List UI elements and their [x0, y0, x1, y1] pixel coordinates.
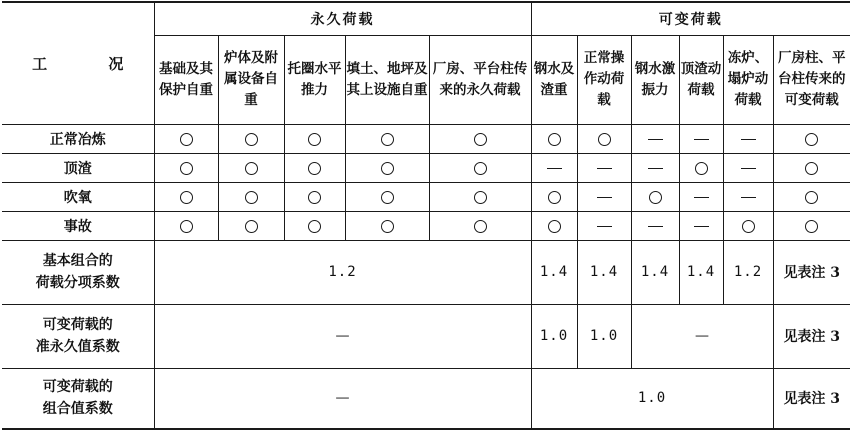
- combination-permanent-value: —: [154, 368, 531, 429]
- table-row: [2, 153, 850, 182]
- applies-cell: [679, 153, 723, 182]
- circle-mark-icon: [245, 133, 258, 146]
- dash-mark-icon: [648, 226, 663, 227]
- not-applies-cell: [577, 153, 631, 182]
- col-header-foundation-weight: 基础及其保护自重: [154, 35, 218, 124]
- dash-mark-icon: [694, 226, 709, 227]
- combination-value-label-line2: 组合值系数: [42, 401, 113, 418]
- circle-mark-icon: [742, 220, 755, 233]
- circle-mark-icon: [805, 191, 818, 204]
- not-applies-cell: [723, 153, 773, 182]
- dash-mark-icon: [648, 139, 663, 140]
- applies-cell: [154, 211, 218, 240]
- basic-combination-row: [2, 240, 850, 304]
- applies-cell: [631, 182, 679, 211]
- not-applies-cell: [723, 182, 773, 211]
- basic-variable-factor: 1.4: [679, 240, 723, 304]
- dash-mark-icon: [741, 168, 756, 169]
- dash-mark-icon: [547, 168, 562, 169]
- circle-mark-icon: [308, 133, 321, 146]
- not-applies-cell: [679, 124, 723, 153]
- circle-mark-icon: [474, 162, 487, 175]
- dash-mark-icon: [694, 197, 709, 198]
- not-applies-cell: [679, 211, 723, 240]
- circle-mark-icon: [308, 162, 321, 175]
- circle-mark-icon: [180, 162, 193, 175]
- not-applies-cell: [577, 211, 631, 240]
- dash-mark-icon: [741, 197, 756, 198]
- permanent-load-header: 永久荷载: [154, 2, 531, 35]
- combination-value-row: [2, 368, 850, 429]
- not-applies-cell: [631, 153, 679, 182]
- basic-permanent-factor: 1.2: [154, 240, 531, 304]
- circle-mark-icon: [598, 133, 611, 146]
- circle-mark-icon: [548, 191, 561, 204]
- applies-cell: [154, 153, 218, 182]
- applies-cell: [345, 124, 429, 153]
- basic-variable-factor: 1.4: [631, 240, 679, 304]
- circle-mark-icon: [805, 162, 818, 175]
- applies-cell: [773, 211, 850, 240]
- circle-mark-icon: [381, 220, 394, 233]
- basic-variable-factor: 1.4: [531, 240, 577, 304]
- circle-mark-icon: [308, 191, 321, 204]
- quasi-permanent-row: [2, 304, 850, 368]
- circle-mark-icon: [180, 220, 193, 233]
- applies-cell: [773, 153, 850, 182]
- not-applies-cell: [531, 153, 577, 182]
- applies-cell: [284, 211, 345, 240]
- dash-mark-icon: [597, 168, 612, 169]
- applies-cell: [154, 124, 218, 153]
- applies-cell: [345, 182, 429, 211]
- row-label: 事故: [2, 211, 154, 240]
- col-header-furnace-weight: 炉体及附属设备自重: [218, 35, 284, 124]
- circle-mark-icon: [381, 162, 394, 175]
- applies-cell: [154, 182, 218, 211]
- col-header-slag-dynamic: 顶渣动荷载: [679, 35, 723, 124]
- basic-combination-label-line2: 荷载分项系数: [35, 275, 120, 291]
- applies-cell: [429, 153, 531, 182]
- circle-mark-icon: [474, 220, 487, 233]
- col-header-operation-dynamic: 正常操作动荷载: [577, 35, 631, 124]
- circle-mark-icon: [180, 191, 193, 204]
- basic-combination-label-line1: 基本组合的: [42, 253, 113, 269]
- header-group-row: [2, 2, 850, 35]
- dash-mark-icon: [597, 197, 612, 198]
- not-applies-cell: [723, 124, 773, 153]
- applies-cell: [723, 211, 773, 240]
- applies-cell: [218, 124, 284, 153]
- quasi-permanent-label-line1: 可变荷载的: [42, 317, 113, 333]
- condition-header: 工 况: [2, 2, 154, 124]
- applies-cell: [284, 182, 345, 211]
- applies-cell: [429, 211, 531, 240]
- circle-mark-icon: [245, 162, 258, 175]
- col-header-freeze-collapse: 冻炉、塌炉动荷载: [723, 35, 773, 124]
- col-header-fill-weight: 填土、地坪及其上设施自重: [345, 35, 429, 124]
- applies-cell: [345, 211, 429, 240]
- combination-variable-value: 1.0: [531, 368, 773, 429]
- circle-mark-icon: [180, 133, 193, 146]
- circle-mark-icon: [805, 220, 818, 233]
- col-header-trunnion-thrust: 托圈水平推力: [284, 35, 345, 124]
- applies-cell: [345, 153, 429, 182]
- load-combination-table: [2, 1, 850, 430]
- applies-cell: [284, 124, 345, 153]
- col-header-column-permanent: 厂房、平台柱传来的永久荷载: [429, 35, 531, 124]
- row-label: 顶渣: [2, 153, 154, 182]
- variable-load-header: 可变荷载: [531, 2, 850, 35]
- col-header-steel-excitation: 钢水激振力: [631, 35, 679, 124]
- circle-mark-icon: [245, 220, 258, 233]
- circle-mark-icon: [649, 191, 662, 204]
- col-header-column-variable: 厂房柱、平台柱传来的可变荷载: [773, 35, 850, 124]
- quasi-permanent-label: [2, 304, 154, 368]
- row-label: 吹氧: [2, 182, 154, 211]
- not-applies-cell: [631, 211, 679, 240]
- applies-cell: [284, 153, 345, 182]
- circle-mark-icon: [474, 133, 487, 146]
- circle-mark-icon: [548, 220, 561, 233]
- basic-combination-label: [2, 240, 154, 304]
- basic-variable-factor: 1.4: [577, 240, 631, 304]
- applies-cell: [429, 124, 531, 153]
- applies-cell: [531, 182, 577, 211]
- dash-mark-icon: [741, 139, 756, 140]
- circle-mark-icon: [245, 191, 258, 204]
- combination-value-label-line1: 可变荷载的: [42, 379, 113, 396]
- quasi-permanent-label-line2: 准永久值系数: [35, 339, 120, 355]
- circle-mark-icon: [695, 162, 708, 175]
- basic-note: 见表注 3: [773, 240, 850, 304]
- combination-note: 见表注 3: [773, 368, 850, 429]
- applies-cell: [773, 182, 850, 211]
- not-applies-cell: [631, 124, 679, 153]
- table-row: [2, 182, 850, 211]
- quasi-permanent-permanent-value: —: [154, 304, 531, 368]
- applies-cell: [218, 211, 284, 240]
- quasi-permanent-note: 见表注 3: [773, 304, 850, 368]
- table-row: [2, 124, 850, 153]
- quasi-permanent-steel-value: 1.0: [531, 304, 577, 368]
- circle-mark-icon: [308, 220, 321, 233]
- circle-mark-icon: [381, 133, 394, 146]
- applies-cell: [218, 153, 284, 182]
- not-applies-cell: [577, 182, 631, 211]
- applies-cell: [531, 124, 577, 153]
- not-applies-cell: [679, 182, 723, 211]
- row-label: 正常冶炼: [2, 124, 154, 153]
- circle-mark-icon: [474, 191, 487, 204]
- basic-variable-factor: 1.2: [723, 240, 773, 304]
- dash-mark-icon: [597, 226, 612, 227]
- quasi-permanent-operation-value: 1.0: [577, 304, 631, 368]
- circle-mark-icon: [548, 133, 561, 146]
- applies-cell: [773, 124, 850, 153]
- table-row: [2, 211, 850, 240]
- dash-mark-icon: [648, 168, 663, 169]
- combination-value-label: [2, 368, 154, 429]
- applies-cell: [577, 124, 631, 153]
- circle-mark-icon: [805, 133, 818, 146]
- dash-mark-icon: [694, 139, 709, 140]
- applies-cell: [218, 182, 284, 211]
- quasi-permanent-rest-value: —: [631, 304, 773, 368]
- applies-cell: [429, 182, 531, 211]
- circle-mark-icon: [381, 191, 394, 204]
- col-header-steel-slag: 钢水及渣重: [531, 35, 577, 124]
- applies-cell: [531, 211, 577, 240]
